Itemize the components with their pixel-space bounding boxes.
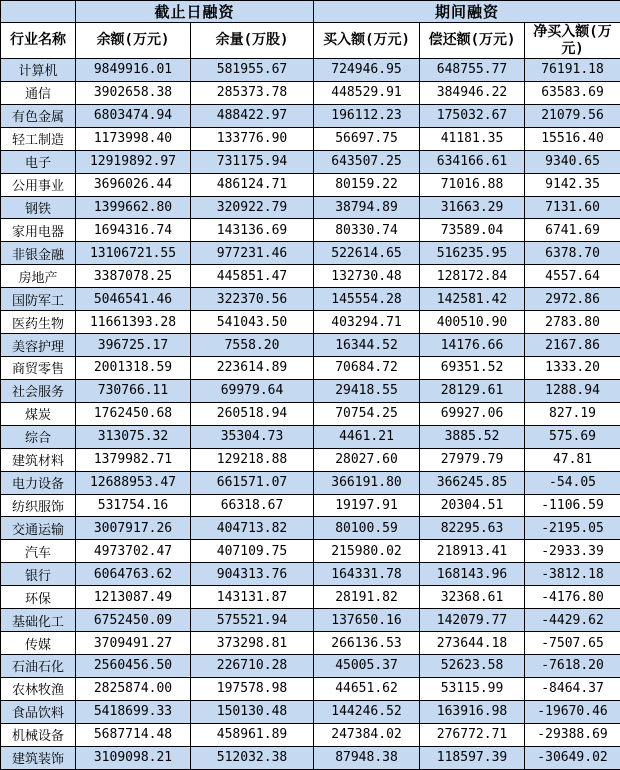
table-row bbox=[1, 540, 620, 563]
value-cell: 47.81 bbox=[525, 448, 620, 471]
value-cell: 2783.80 bbox=[525, 311, 620, 334]
group-header-period-financing: 期间融资 bbox=[314, 1, 620, 23]
value-cell: 35304.73 bbox=[191, 425, 314, 448]
value-cell: 575521.94 bbox=[191, 609, 314, 632]
value-cell: 403294.71 bbox=[314, 311, 420, 334]
industry-name-cell: 通信 bbox=[1, 81, 76, 104]
value-cell: 80330.74 bbox=[314, 219, 420, 242]
value-cell: 12688953.47 bbox=[76, 471, 191, 494]
value-cell: 11661393.28 bbox=[76, 311, 191, 334]
industry-name-cell: 家用电器 bbox=[1, 219, 76, 242]
value-cell: 129218.88 bbox=[191, 448, 314, 471]
value-cell: 320922.79 bbox=[191, 196, 314, 219]
table-row bbox=[1, 242, 620, 265]
table-row bbox=[1, 425, 620, 448]
value-cell: 661571.07 bbox=[191, 471, 314, 494]
table-row bbox=[1, 127, 620, 150]
value-cell: 133776.90 bbox=[191, 127, 314, 150]
industry-name-cell: 建筑装饰 bbox=[1, 746, 76, 769]
value-cell: 276772.71 bbox=[420, 723, 525, 746]
value-cell: 575.69 bbox=[525, 425, 620, 448]
value-cell: 32368.61 bbox=[420, 586, 525, 609]
value-cell: 82295.63 bbox=[420, 517, 525, 540]
value-cell: 12919892.97 bbox=[76, 150, 191, 173]
value-cell: -7618.20 bbox=[525, 654, 620, 677]
value-cell: 1399662.80 bbox=[76, 196, 191, 219]
value-cell: 6752450.09 bbox=[76, 609, 191, 632]
value-cell: 448529.91 bbox=[314, 81, 420, 104]
value-cell: 9849916.01 bbox=[76, 59, 191, 82]
industry-name-cell: 电力设备 bbox=[1, 471, 76, 494]
table-row bbox=[1, 632, 620, 655]
industry-name-cell: 社会服务 bbox=[1, 379, 76, 402]
industry-name-cell: 交通运输 bbox=[1, 517, 76, 540]
value-cell: 2972.86 bbox=[525, 288, 620, 311]
value-cell: 223614.89 bbox=[191, 356, 314, 379]
table-row bbox=[1, 723, 620, 746]
value-cell: 458961.89 bbox=[191, 723, 314, 746]
value-cell: 6064763.62 bbox=[76, 563, 191, 586]
value-cell: 5687714.48 bbox=[76, 723, 191, 746]
value-cell: 3885.52 bbox=[420, 425, 525, 448]
group-header-cutoff-financing: 截止日融资 bbox=[76, 1, 314, 23]
industry-name-cell: 综合 bbox=[1, 425, 76, 448]
table-row bbox=[1, 563, 620, 586]
table-row bbox=[1, 746, 620, 769]
industry-name-cell: 汽车 bbox=[1, 540, 76, 563]
table-row bbox=[1, 494, 620, 517]
value-cell: 80159.22 bbox=[314, 173, 420, 196]
industry-name-cell: 房地产 bbox=[1, 265, 76, 288]
industry-name-cell: 钢铁 bbox=[1, 196, 76, 219]
value-cell: 197578.98 bbox=[191, 677, 314, 700]
value-cell: 69351.52 bbox=[420, 356, 525, 379]
value-cell: 4557.64 bbox=[525, 265, 620, 288]
corner-cell bbox=[1, 1, 76, 23]
industry-name-cell: 机械设备 bbox=[1, 723, 76, 746]
value-cell: 724946.95 bbox=[314, 59, 420, 82]
value-cell: 142581.42 bbox=[420, 288, 525, 311]
table-row bbox=[1, 81, 620, 104]
table-row bbox=[1, 104, 620, 127]
table-row bbox=[1, 288, 620, 311]
value-cell: 145554.28 bbox=[314, 288, 420, 311]
value-cell: 322370.56 bbox=[191, 288, 314, 311]
value-cell: 522614.65 bbox=[314, 242, 420, 265]
value-cell: 3696026.44 bbox=[76, 173, 191, 196]
value-cell: 384946.22 bbox=[420, 81, 525, 104]
value-cell: 218913.41 bbox=[420, 540, 525, 563]
industry-name-cell: 计算机 bbox=[1, 59, 76, 82]
value-cell: 3902658.38 bbox=[76, 81, 191, 104]
industry-name-cell: 食品饮料 bbox=[1, 700, 76, 723]
value-cell: 69927.06 bbox=[420, 402, 525, 425]
table-row bbox=[1, 196, 620, 219]
industry-name-cell: 石油石化 bbox=[1, 654, 76, 677]
table-row bbox=[1, 334, 620, 357]
value-cell: 7558.20 bbox=[191, 334, 314, 357]
table-row bbox=[1, 59, 620, 82]
value-cell: 137650.16 bbox=[314, 609, 420, 632]
value-cell: 163916.98 bbox=[420, 700, 525, 723]
industry-name-cell: 非银金融 bbox=[1, 242, 76, 265]
value-cell: 21079.56 bbox=[525, 104, 620, 127]
value-cell: 488422.97 bbox=[191, 104, 314, 127]
value-cell: 2560456.50 bbox=[76, 654, 191, 677]
value-cell: 445851.47 bbox=[191, 265, 314, 288]
value-cell: 28129.61 bbox=[420, 379, 525, 402]
value-cell: 541043.50 bbox=[191, 311, 314, 334]
value-cell: 132730.48 bbox=[314, 265, 420, 288]
value-cell: 5418699.33 bbox=[76, 700, 191, 723]
table-row bbox=[1, 356, 620, 379]
value-cell: 731175.94 bbox=[191, 150, 314, 173]
value-cell: 581955.67 bbox=[191, 59, 314, 82]
group-header-row bbox=[1, 1, 620, 23]
value-cell: 247384.02 bbox=[314, 723, 420, 746]
table-row bbox=[1, 402, 620, 425]
table-header bbox=[1, 1, 620, 59]
value-cell: -4176.80 bbox=[525, 586, 620, 609]
table-row bbox=[1, 654, 620, 677]
value-cell: 373298.81 bbox=[191, 632, 314, 655]
value-cell: 150130.48 bbox=[191, 700, 314, 723]
value-cell: 13106721.55 bbox=[76, 242, 191, 265]
value-cell: 118597.39 bbox=[420, 746, 525, 769]
value-cell: 53115.99 bbox=[420, 677, 525, 700]
table-row bbox=[1, 219, 620, 242]
value-cell: 28191.82 bbox=[314, 586, 420, 609]
value-cell: 226710.28 bbox=[191, 654, 314, 677]
value-cell: 31663.29 bbox=[420, 196, 525, 219]
value-cell: 531754.16 bbox=[76, 494, 191, 517]
table-body bbox=[1, 59, 620, 770]
value-cell: 164331.78 bbox=[314, 563, 420, 586]
value-cell: 827.19 bbox=[525, 402, 620, 425]
value-cell: 904313.76 bbox=[191, 563, 314, 586]
value-cell: 144246.52 bbox=[314, 700, 420, 723]
value-cell: 407109.75 bbox=[191, 540, 314, 563]
value-cell: -1106.59 bbox=[525, 494, 620, 517]
value-cell: 1288.94 bbox=[525, 379, 620, 402]
value-cell: -19670.46 bbox=[525, 700, 620, 723]
col-header-net-buy-amount: 净买入额(万元) bbox=[525, 23, 620, 59]
table-row bbox=[1, 173, 620, 196]
col-header-buy-amount: 买入额(万元) bbox=[314, 23, 420, 59]
value-cell: 977231.46 bbox=[191, 242, 314, 265]
value-cell: 143136.69 bbox=[191, 219, 314, 242]
industry-name-cell: 农林牧渔 bbox=[1, 677, 76, 700]
value-cell: 2167.86 bbox=[525, 334, 620, 357]
value-cell: 14176.66 bbox=[420, 334, 525, 357]
table-row bbox=[1, 700, 620, 723]
value-cell: -2933.39 bbox=[525, 540, 620, 563]
col-header-balance: 余额(万元) bbox=[76, 23, 191, 59]
value-cell: 6803474.94 bbox=[76, 104, 191, 127]
value-cell: 27979.79 bbox=[420, 448, 525, 471]
col-header-volume: 余量(万股) bbox=[191, 23, 314, 59]
value-cell: 128172.84 bbox=[420, 265, 525, 288]
industry-name-cell: 商贸零售 bbox=[1, 356, 76, 379]
value-cell: 28027.60 bbox=[314, 448, 420, 471]
column-header-row bbox=[1, 23, 620, 59]
value-cell: 1694316.74 bbox=[76, 219, 191, 242]
value-cell: 15516.40 bbox=[525, 127, 620, 150]
value-cell: -4429.62 bbox=[525, 609, 620, 632]
value-cell: 643507.25 bbox=[314, 150, 420, 173]
value-cell: 20304.51 bbox=[420, 494, 525, 517]
value-cell: 9340.65 bbox=[525, 150, 620, 173]
value-cell: 634166.61 bbox=[420, 150, 525, 173]
value-cell: 168143.96 bbox=[420, 563, 525, 586]
value-cell: 44651.62 bbox=[314, 677, 420, 700]
value-cell: 29418.55 bbox=[314, 379, 420, 402]
value-cell: 3709491.27 bbox=[76, 632, 191, 655]
value-cell: 215980.02 bbox=[314, 540, 420, 563]
value-cell: 196112.23 bbox=[314, 104, 420, 127]
industry-name-cell: 传媒 bbox=[1, 632, 76, 655]
industry-name-cell: 纺织服饰 bbox=[1, 494, 76, 517]
value-cell: -3812.18 bbox=[525, 563, 620, 586]
value-cell: 648755.77 bbox=[420, 59, 525, 82]
value-cell: 313075.32 bbox=[76, 425, 191, 448]
value-cell: 175032.67 bbox=[420, 104, 525, 127]
table-row bbox=[1, 471, 620, 494]
value-cell: 45005.37 bbox=[314, 654, 420, 677]
value-cell: -29388.69 bbox=[525, 723, 620, 746]
table-row bbox=[1, 586, 620, 609]
industry-name-cell: 国防军工 bbox=[1, 288, 76, 311]
industry-name-cell: 电子 bbox=[1, 150, 76, 173]
value-cell: 41181.35 bbox=[420, 127, 525, 150]
table-row bbox=[1, 609, 620, 632]
industry-name-cell: 建筑材料 bbox=[1, 448, 76, 471]
value-cell: 2001318.59 bbox=[76, 356, 191, 379]
value-cell: 2825874.00 bbox=[76, 677, 191, 700]
industry-name-cell: 美容护理 bbox=[1, 334, 76, 357]
value-cell: 4461.21 bbox=[314, 425, 420, 448]
value-cell: 73589.04 bbox=[420, 219, 525, 242]
value-cell: 5046541.46 bbox=[76, 288, 191, 311]
value-cell: 260518.94 bbox=[191, 402, 314, 425]
col-header-industry-name: 行业名称 bbox=[1, 23, 76, 59]
value-cell: -2195.05 bbox=[525, 517, 620, 540]
value-cell: 516235.95 bbox=[420, 242, 525, 265]
value-cell: 1379982.71 bbox=[76, 448, 191, 471]
value-cell: 56697.75 bbox=[314, 127, 420, 150]
table-row bbox=[1, 265, 620, 288]
value-cell: 6378.70 bbox=[525, 242, 620, 265]
value-cell: 3007917.26 bbox=[76, 517, 191, 540]
value-cell: 273644.18 bbox=[420, 632, 525, 655]
value-cell: 7131.60 bbox=[525, 196, 620, 219]
value-cell: 142079.77 bbox=[420, 609, 525, 632]
value-cell: 1762450.68 bbox=[76, 402, 191, 425]
industry-name-cell: 轻工制造 bbox=[1, 127, 76, 150]
value-cell: 400510.90 bbox=[420, 311, 525, 334]
table-row bbox=[1, 517, 620, 540]
value-cell: 80100.59 bbox=[314, 517, 420, 540]
value-cell: 6741.69 bbox=[525, 219, 620, 242]
value-cell: 1213087.49 bbox=[76, 586, 191, 609]
value-cell: 87948.38 bbox=[314, 746, 420, 769]
value-cell: 66318.67 bbox=[191, 494, 314, 517]
table-row bbox=[1, 379, 620, 402]
value-cell: 396725.17 bbox=[76, 334, 191, 357]
value-cell: 52623.58 bbox=[420, 654, 525, 677]
value-cell: 266136.53 bbox=[314, 632, 420, 655]
table-row bbox=[1, 677, 620, 700]
table-row bbox=[1, 150, 620, 173]
value-cell: 486124.71 bbox=[191, 173, 314, 196]
value-cell: 76191.18 bbox=[525, 59, 620, 82]
table-row bbox=[1, 311, 620, 334]
value-cell: 366191.80 bbox=[314, 471, 420, 494]
industry-name-cell: 环保 bbox=[1, 586, 76, 609]
value-cell: 70684.72 bbox=[314, 356, 420, 379]
table-row bbox=[1, 448, 620, 471]
industry-name-cell: 有色金属 bbox=[1, 104, 76, 127]
value-cell: 143131.87 bbox=[191, 586, 314, 609]
value-cell: 366245.85 bbox=[420, 471, 525, 494]
value-cell: 1333.20 bbox=[525, 356, 620, 379]
value-cell: 3109098.21 bbox=[76, 746, 191, 769]
value-cell: 730766.11 bbox=[76, 379, 191, 402]
value-cell: 19197.91 bbox=[314, 494, 420, 517]
value-cell: 1173998.40 bbox=[76, 127, 191, 150]
value-cell: 512032.38 bbox=[191, 746, 314, 769]
value-cell: 285373.78 bbox=[191, 81, 314, 104]
value-cell: -54.05 bbox=[525, 471, 620, 494]
industry-name-cell: 煤炭 bbox=[1, 402, 76, 425]
value-cell: 3387078.25 bbox=[76, 265, 191, 288]
industry-name-cell: 医药生物 bbox=[1, 311, 76, 334]
value-cell: 70754.25 bbox=[314, 402, 420, 425]
value-cell: 38794.89 bbox=[314, 196, 420, 219]
value-cell: 71016.88 bbox=[420, 173, 525, 196]
value-cell: -30649.02 bbox=[525, 746, 620, 769]
value-cell: 404713.82 bbox=[191, 517, 314, 540]
industry-name-cell: 银行 bbox=[1, 563, 76, 586]
value-cell: -8464.37 bbox=[525, 677, 620, 700]
value-cell: 9142.35 bbox=[525, 173, 620, 196]
col-header-repay-amount: 偿还额(万元) bbox=[420, 23, 525, 59]
value-cell: 4973702.47 bbox=[76, 540, 191, 563]
industry-name-cell: 公用事业 bbox=[1, 173, 76, 196]
value-cell: 63583.69 bbox=[525, 81, 620, 104]
value-cell: -7507.65 bbox=[525, 632, 620, 655]
value-cell: 69979.64 bbox=[191, 379, 314, 402]
industry-name-cell: 基础化工 bbox=[1, 609, 76, 632]
value-cell: 16344.52 bbox=[314, 334, 420, 357]
